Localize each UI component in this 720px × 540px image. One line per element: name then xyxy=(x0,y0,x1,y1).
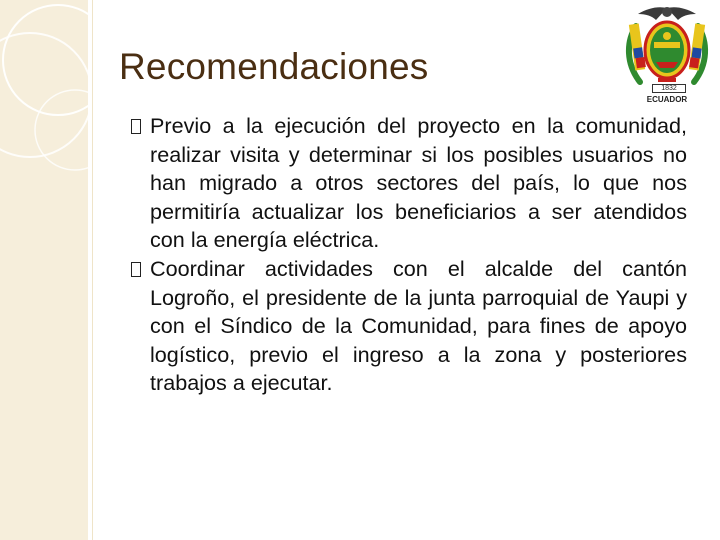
decorative-side-band xyxy=(0,0,88,540)
list-item xyxy=(131,112,687,255)
side-divider xyxy=(92,0,93,540)
missing-glyph-box-icon xyxy=(131,112,150,141)
emblem-year: 1832 xyxy=(652,84,686,93)
slide-title: Recomendaciones xyxy=(119,46,429,87)
list-item xyxy=(131,255,687,398)
emblem-country: ECUADOR xyxy=(646,95,688,104)
bullet-text: Coordinar actividades con el alcalde del cantón Logroño, el presidente de la junta parroquial de Yaupi y con el Síndico de la Comunidad, para fines de apoyo logístico, previo el ingreso a la zona y posteriores trabajos a ejecutar. xyxy=(150,255,687,396)
missing-glyph-box-icon xyxy=(131,255,150,284)
ecuador-coat-of-arms-icon xyxy=(618,2,716,106)
bullet-list xyxy=(131,112,687,398)
bullet-text: Previo a la ejecución del proyecto en la comunidad, realizar visita y determinar si los posibles usuarios no han migrado a otros sectores del país, lo que nos permitiría actualizar los beneficiarios a ser atendidos con la energía eléctrica. xyxy=(150,113,687,253)
circle-ornament-icon xyxy=(0,0,88,540)
